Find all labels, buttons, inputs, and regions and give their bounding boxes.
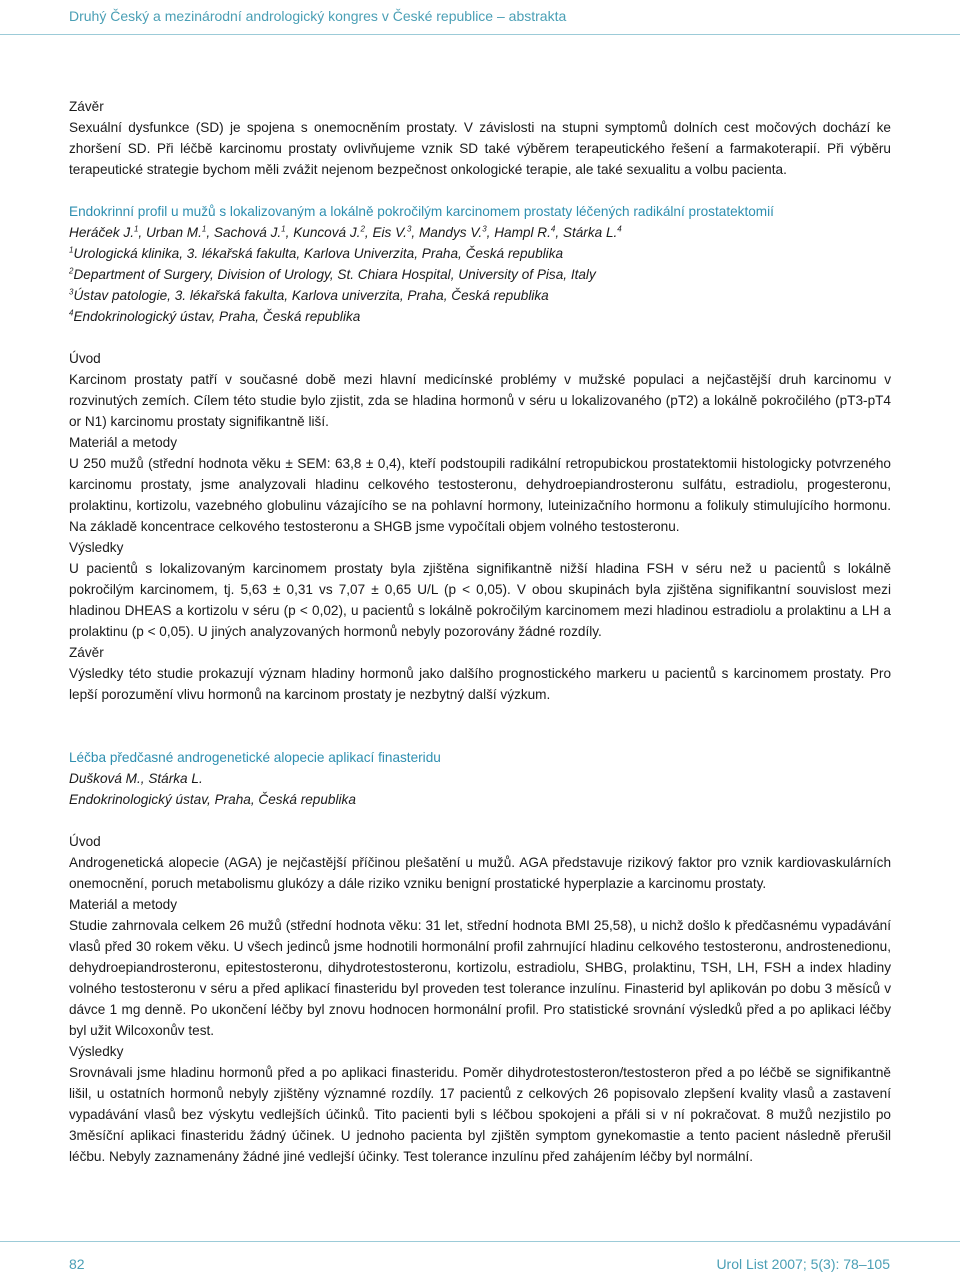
section-text-results: U pacientů s lokalizovaným karcinomem prostaty byla zjištěna signifikantně nižší hladina FSH v séru než u pacientů s lokálně pokročilým karcinomem, tj. 5,63 ± 0,31 vs 7,07 ± 0,65 U/L (p < 0,05). V obou skupinách byla zjištěna signifikantní souvislost mezi hladinou DHEAS a kortizolu v séru (p < 0,02), u pacientů s lokálně pokročilým karcinomem mezi hladinou estradiolu a prolaktinu a LH a prolaktinu (p < 0,05). U jiných analyzovaných hormonů nebyly pozorovány žádné rozdíly. xyxy=(69,561,891,639)
affiliation xyxy=(69,243,891,264)
author: Hampl R. xyxy=(494,225,551,240)
author-list: Dušková M., Stárka L. xyxy=(69,771,203,786)
author: Urban M. xyxy=(145,225,202,240)
section-heading-conclusion: Závěr xyxy=(69,645,104,660)
affiliation xyxy=(69,285,891,306)
abstract-title: Léčba předčasné androgenetické alopecie aplikací finasteridu xyxy=(69,750,441,765)
author: Eis V. xyxy=(372,225,407,240)
affiliation-sup: 1 xyxy=(69,245,74,255)
section-heading-intro: Úvod xyxy=(69,834,101,849)
affiliation-text: Ústav patologie, 3. lékařská fakulta, Karlova univerzita, Praha, Česká republika xyxy=(73,288,549,303)
page-content xyxy=(69,96,891,1167)
prev-conclusion-heading: Závěr xyxy=(69,99,104,114)
affiliation-sup: 2 xyxy=(69,266,74,276)
page-number: 82 xyxy=(69,1256,85,1272)
author-sup: 3 xyxy=(406,224,412,234)
running-head: Druhý Český a mezinárodní andrologický kongres v České republice – abstrakta xyxy=(69,8,567,24)
affiliation-text: Endokrinologický ústav, Praha, Česká republika xyxy=(73,309,361,324)
author-sup: 1 xyxy=(201,224,207,234)
prev-conclusion-text: Sexuální dysfunkce (SD) je spojena s onemocněním prostaty. V závislosti na stupni symptomů dolních cest močových dochází ke zhoršení SD. Při léčbě karcinomu prostaty ovlivňujeme vznik SD také výběrem terapeutického řešení a farmakoterapií. Při výběru terapeutické strategie bychom měli zvážit nejenom bezpečnost onkologické terapie, ale také sexualitu a volbu pacienta. xyxy=(69,120,891,177)
abstract-endocrine-profile xyxy=(69,201,891,705)
affiliation-text: Endokrinologický ústav, Praha, Česká republika xyxy=(69,792,356,807)
section-heading-results: Výsledky xyxy=(69,540,124,555)
affiliation xyxy=(69,264,891,285)
affiliation-text: Department of Surgery, Division of Urology, St. Chiara Hospital, University of Pisa, Italy xyxy=(73,267,596,282)
section-heading-intro: Úvod xyxy=(69,351,101,366)
author-sup: 4 xyxy=(617,224,622,234)
section-text-conclusion: Výsledky této studie prokazují význam hladiny hormonů jako dalšího prognostického markeru u pacientů s karcinomem prostaty. Pro lepší porozumění vlivu hormonů na karcinom prostaty je nezbytný další výzkum. xyxy=(69,666,891,702)
section-heading-results: Výsledky xyxy=(69,1044,124,1059)
author-list: Heráček J.$^1$, Urban M.$^1$, Sachová J.$^1$, Kuncová J.$^2$, Eis V.$^3$, Mandys V.$^3$, Hampl R.$^4$, Stárka L.$^4$ xyxy=(69,224,622,240)
section-text-intro: Karcinom prostaty patří v současné době mezi hlavní medicínské problémy v mužské populaci a nejčastější druh karcinomu v rozvinutých zemích. Cílem této studie bylo zjistit, zda se hladina hormonů v séru u lokalizovaného (pT2) a lokálně pokročilého (pT3-pT4 or N1) karcinomu prostaty signifikantně liší. xyxy=(69,372,891,429)
section-heading-methods: Materiál a metody xyxy=(69,897,178,912)
section-text-methods: Studie zahrnovala celkem 26 mužů (střední hodnota věku: 31 let, střední hodnota BMI 25,58), u nichž došlo k předčasnému vypadávání vlasů před 30 rokem věku. U všech jedinců jsme hodnotili hormonální profil zahrnující hladinu celkového testosteronu, androstenedionu, dehydroepiandrosteronu, epitestosteronu, dihydrotestosteronu, kortizolu, estradiolu, SHBG, prolaktinu, TSH, LH, FSH a index hladiny volného testosteronu v séru a před aplikací finasteridu byl proveden test tolerance inzulínu. Finasterid byl aplikován po dobu 3 měsíců v dávce 1 mg denně. Po ukončení léčby byl znovu hodnocen hormonální profil. Pro statistické srovnání výsledků před a po aplikaci léčby byl užit Wilcoxonův test. xyxy=(69,918,891,1038)
affiliation-sup: 4 xyxy=(69,308,74,318)
author-sup: 1 xyxy=(281,224,286,234)
section-text-intro: Androgenetická alopecie (AGA) je nejčastější příčinou plešatění u mužů. AGA představuje rizikový faktor pro vznik kardiovaskulárních onemocnění, poruch metabolismu glukózy a dále riziko vzniku benigní prostatické hyperplazie a karcinomu prostaty. xyxy=(69,855,891,891)
author-sup: 4 xyxy=(550,224,556,234)
author: Kuncová J. xyxy=(293,225,361,240)
prev-conclusion xyxy=(69,96,891,180)
affiliation-text: Urologická klinika, 3. lékařská fakulta, Karlova Univerzita, Praha, Česká republika xyxy=(73,246,564,261)
section-text-results: Srovnávali jsme hladinu hormonů před a po aplikaci finasteridu. Poměr dihydrotestosteron/testosteron před a po léčbě se signifikantně lišil, u ostatních hormonů nebyly zjištěny významné rozdíly. 17 pacientů z celkových 26 popisovalo zlepšení kvality vlasů a zastavení vypadávání vlasů bez výskytu vedlejších účinků. Tito pacienti byli s léčbou spokojeni a přáli si v ní pokračovat. 8 mužů nezjistilo po 3měsíční aplikaci finasteridu žádný účinek. U jednoho pacienta byl zjištěn symptom gynekomastie a tento pacient následně přerušil léčbu. Nebyly zaznamenány žádné jiné vedlejší účinky. Test tolerance inzulínu před zahájením léčby byl normální. xyxy=(69,1065,891,1164)
footer-rule xyxy=(0,1241,960,1242)
author-sup: 3 xyxy=(482,224,487,234)
abstract-title: Endokrinní profil u mužů s lokalizovaným a lokálně pokročilým karcinomem prostaty léčených radikální prostatektomií xyxy=(69,204,774,219)
abstract-alopecia-finasteride xyxy=(69,747,891,1167)
author: Mandys V. xyxy=(418,225,483,240)
author: Stárka L. xyxy=(562,225,618,240)
journal-reference: Urol List 2007; 5(3): 78–105 xyxy=(716,1256,890,1272)
header-rule xyxy=(0,34,960,35)
section-text-methods: U 250 mužů (střední hodnota věku ± SEM: 63,8 ± 0,4), kteří podstoupili radikální retropubickou prostatektomii histologicky potvrzeného karcinomu prostaty, jsme analyzovali hladinu celkového testosteronu, dehydroepiandrosteronu sulfátu, estradiolu, progesteronu, prolaktinu, kortizolu, vazebného globulinu vázajícího se na pohlavní hormony, luteinizačního hormonu a folikuly stimulujícího hormonu. Na základě koncentrace celkového testosteronu a SHGB jsme vypočítali objem volného testosteronu. xyxy=(69,456,891,534)
author-sup: 1 xyxy=(133,224,139,234)
section-heading-methods: Materiál a metody xyxy=(69,435,178,450)
author: Sachová J. xyxy=(213,225,282,240)
author-sup: 2 xyxy=(360,224,365,234)
author: Heráček J. xyxy=(69,225,134,240)
affiliation xyxy=(69,306,891,327)
affiliation-sup: 3 xyxy=(69,287,74,297)
